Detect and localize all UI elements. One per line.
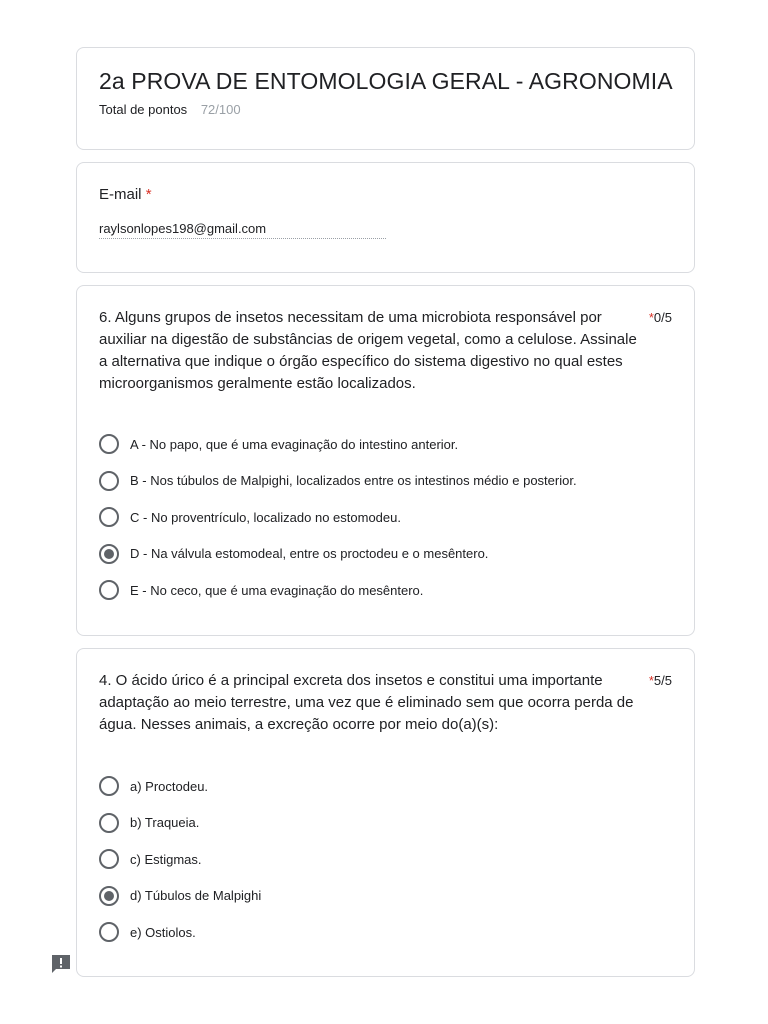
radio-button[interactable]	[99, 886, 119, 906]
required-asterisk: *	[648, 673, 654, 688]
form-title: 2a PROVA DE ENTOMOLOGIA GERAL - AGRONOMIA	[99, 68, 673, 94]
option-label: D - Na válvula estomodeal, entre os proctodeu e o mesêntero.	[130, 546, 489, 562]
option-label: B - Nos túbulos de Malpighi, localizados entre os intestinos médio e posterior.	[130, 473, 577, 489]
option-a[interactable]	[99, 768, 679, 805]
radio-button[interactable]	[99, 544, 119, 564]
radio-button[interactable]	[99, 922, 119, 942]
radio-button[interactable]	[99, 507, 119, 527]
form-header-card	[76, 47, 695, 150]
option-label: a) Proctodeu.	[130, 778, 209, 794]
radio-button[interactable]	[99, 580, 119, 600]
option-label: b) Traqueia.	[130, 815, 200, 831]
total-score	[99, 102, 241, 117]
option-a[interactable]	[99, 426, 679, 463]
option-label: d) Túbulos de Malpighi	[130, 888, 262, 904]
option-b[interactable]	[99, 463, 679, 500]
radio-button[interactable]	[99, 471, 119, 491]
option-e[interactable]	[99, 572, 679, 609]
required-asterisk: *	[648, 310, 654, 325]
report-feedback-icon[interactable]	[50, 954, 72, 974]
question-card-4	[76, 648, 695, 977]
option-label: e) Ostiolos.	[130, 924, 196, 940]
email-label: E-mail	[99, 186, 142, 203]
total-score-label: Total de pontos	[99, 102, 188, 117]
option-c[interactable]	[99, 841, 679, 878]
option-e[interactable]	[99, 914, 679, 951]
option-label: C - No proventrículo, localizado no estomodeu.	[130, 509, 401, 525]
option-d[interactable]	[99, 536, 679, 573]
question-text: 4. O ácido úrico é a principal excreta dos insetos e constitui uma importante adaptação ao meio terrestre, uma vez que é eliminado sem que ocorra perda de água. Nesses animais, a excreção ocorre por meio do(a)(s):	[99, 672, 634, 733]
option-b[interactable]	[99, 805, 679, 842]
radio-button[interactable]	[99, 434, 119, 454]
option-label: c) Estigmas.	[130, 851, 202, 867]
radio-button[interactable]	[99, 849, 119, 869]
option-label: A - No papo, que é uma evaginação do intestino anterior.	[130, 436, 459, 452]
question-text: 6. Alguns grupos de insetos necessitam de uma microbiota responsável por auxiliar na digestão de substâncias de origem vegetal, como a celulose. Assinale a alternativa que indique o órgão específico do sistema digestivo no qual estes microorganismos geralmente estão localizados.	[99, 309, 637, 392]
email-field: raylsonlopes198@gmail.com	[99, 221, 386, 239]
options-list	[99, 426, 679, 609]
option-c[interactable]	[99, 499, 679, 536]
email-card	[76, 162, 695, 273]
question-points	[649, 310, 672, 325]
radio-button[interactable]	[99, 776, 119, 796]
option-label: E - No ceco, que é uma evaginação do mesêntero.	[130, 582, 424, 598]
required-asterisk: *	[145, 186, 152, 203]
points-value: 0/5	[653, 310, 672, 325]
question-card-6	[76, 285, 695, 636]
question-points	[649, 673, 672, 688]
radio-button[interactable]	[99, 813, 119, 833]
option-d[interactable]	[99, 878, 679, 915]
total-score-value: 72/100	[200, 102, 241, 117]
options-list	[99, 768, 679, 951]
points-value: 5/5	[653, 673, 672, 688]
email-label-row	[99, 186, 152, 203]
